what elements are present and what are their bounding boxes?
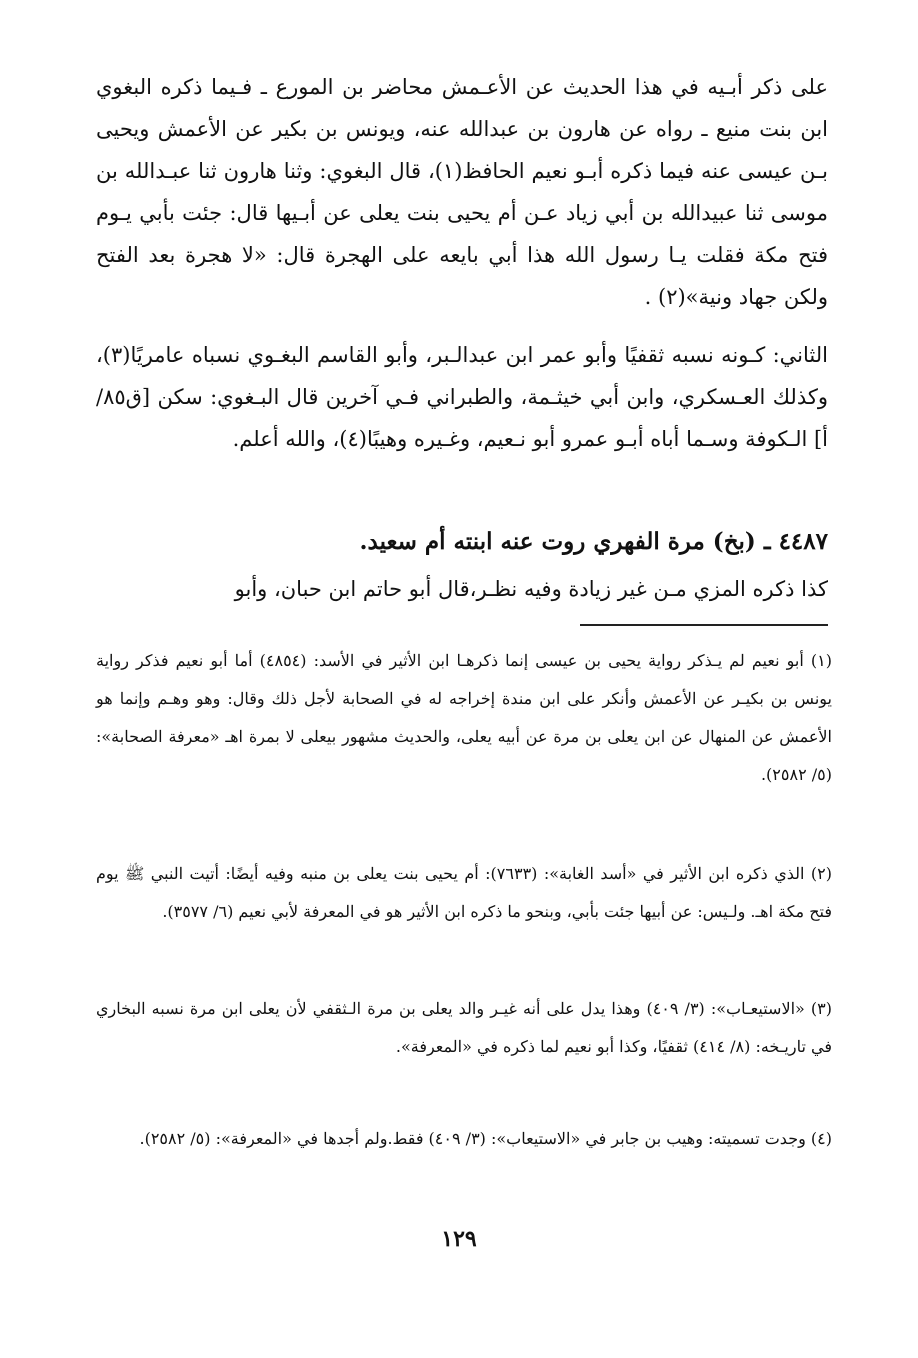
footnote-number: (٤) bbox=[810, 1129, 832, 1148]
footnote-number: (١) bbox=[810, 651, 833, 670]
body-paragraph-2: الثاني: كـونه نسبه ثقفيًا وأبو عمر ابن عبدالـبر، وأبو القاسم البغـوي نسباه عامريًا(٣)، وكذلك العـسكري، وابن أبي خيثـمة، والطبراني فـي آخرين قال البـغوي: سكن [ق٨٥/أ] الـكوفة وسـما أباه أبـو عمرو أبو نـعيم، وغـيره وهيبًا(٤)، والله أعلم. bbox=[96, 343, 828, 451]
footnote-3 bbox=[96, 990, 832, 1066]
footnote-4 bbox=[96, 1120, 832, 1158]
footnote-text: وجدت تسميته: وهيب بن جابر في «الاستيعاب»: (٣/ ٤٠٩) فقط.ولم أجدها في «المعرفة»: (٥/ ٢٥٨٢). bbox=[139, 1129, 806, 1148]
entry-heading: ٤٤٨٧ ـ (بخ) مرة الفهري روت عنه ابنته أم سعيد. bbox=[359, 528, 828, 555]
footnote-text: «الاستيعـاب»: (٣/ ٤٠٩) وهذا يدل على أنه غيـر والد يعلى بن مرة الـثقفي لأن يعلى ابن مرة نسبه البخاري في تاريـخه: (٨/ ٤١٤) ثقفيًا، وكذا أبو نعيم لما ذكره في «المعرفة». bbox=[96, 999, 832, 1056]
body-paragraph-1: على ذكر أبـيه في هذا الحديث عن الأعـمش محاضر بن المورع ـ فـيما ذكره البغوي ابن بنت منيع ـ رواه عن هارون بن عبدالله عنه، ويونس بن بكير عن الأعمش ويحيى بـن عيسى عنه فيما ذكره أبـو نعيم الحافظ(١)، قال البغوي: وثنا هارون ثنا عبـدالله بن موسى ثنا عبيدالله بن أبي زياد عـن أم يحيى بنت يعلى عن أبـيها قال: جئت بأبي يـوم فتح مكة فقلت يـا رسول الله هذا أبي بايعه على الهجرة قال: «لا هجرة بعد الفتح ولكن جهاد ونية»(٢) . bbox=[96, 75, 828, 309]
footnote-text: أبو نعيم لم يـذكر رواية يحيى بن عيسى إنما ذكرهـا ابن الأثير في الأسد: (٤٨٥٤) أما أبو نعيم فذكر رواية يونس بن بكيـر عن الأعمش وأنكر على ابن مندة إخراجه له في الصحابة لأجل ذلك وقال: وهو وهـم وإنما هو الأعمش عن المنهال عن ابن يعلى بن مرة عن أبيه يعلى، والحديث مشهور بيعلى لا بمرة اهـ «معرفة الصحابة»: (٥/ ٢٥٨٢). bbox=[96, 651, 832, 784]
footnote-number: (٣) bbox=[810, 999, 833, 1018]
body-paragraph-3: كذا ذكره المزي مـن غير زيادة وفيه نظـر،قال أبو حاتم ابن حبان، وأبو bbox=[234, 577, 828, 601]
footnote-text: الذي ذكره ابن الأثير في «أسد الغابة»: (٧٦٣٣): أم يحيى بنت يعلى بن منبه وفيه أيضًا: أتيت النبي ﷺ يوم فتح مكة اهـ. ولـيس: عن أبيها جئت بأبي، وبنحو ما ذكره ابن الأثير هو في المعرفة لأبي نعيم (٦/ ٣٥٧٧). bbox=[96, 864, 832, 921]
footnote-separator bbox=[580, 624, 828, 626]
footnote-1 bbox=[96, 642, 832, 794]
page-number: ١٢٩ bbox=[441, 1226, 477, 1252]
footnote-2 bbox=[96, 855, 832, 931]
footnote-number: (٢) bbox=[810, 864, 833, 883]
